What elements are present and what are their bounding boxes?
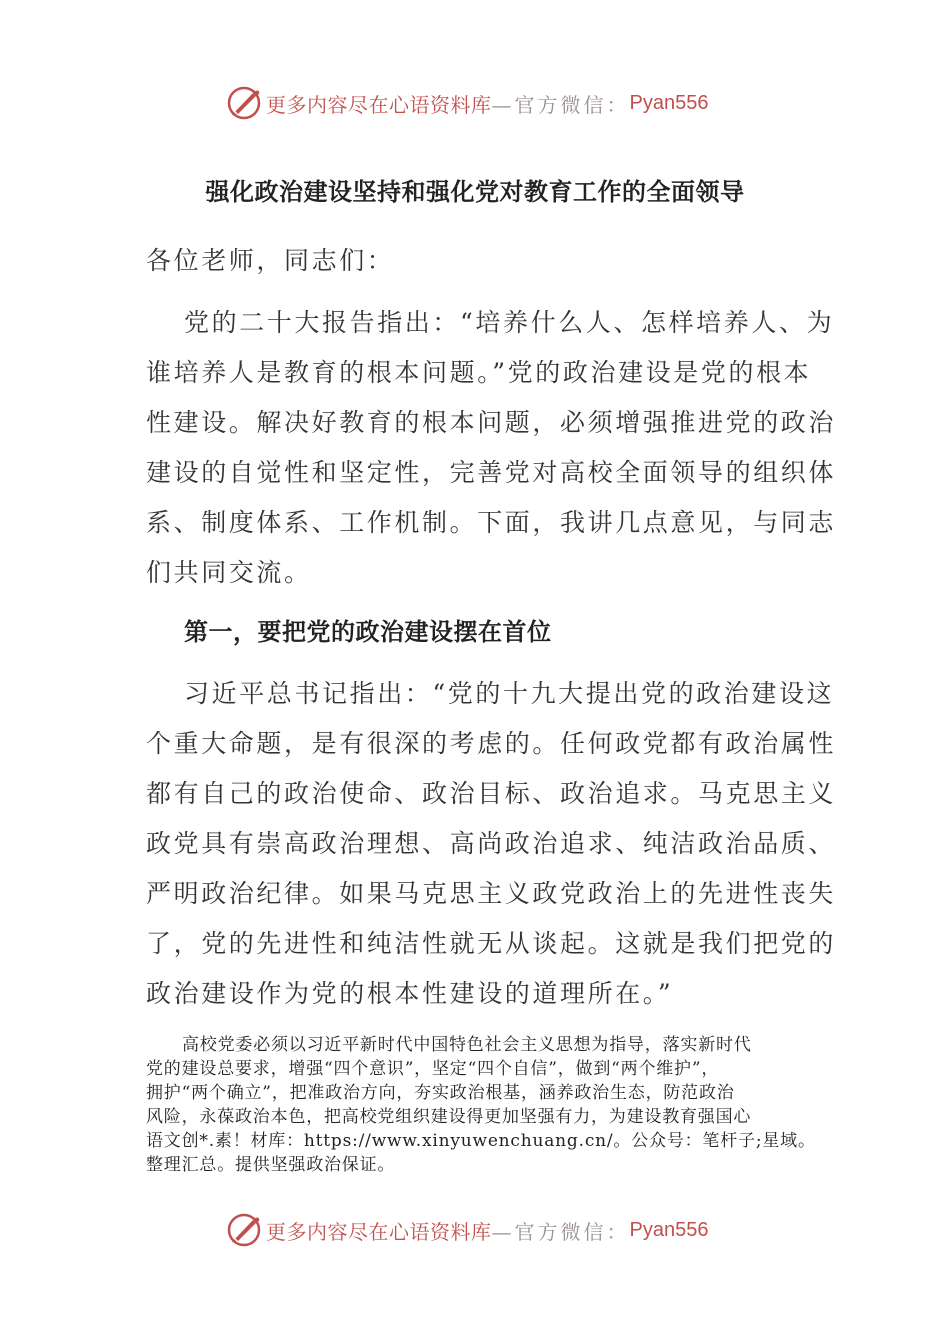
- quote-line: 都有自己的政治使命、政治目标、政治追求。马克思主义: [146, 779, 837, 808]
- intro-line: 谁培养人是教育的根本问题。”党的政治建设是党的根本: [146, 358, 812, 387]
- intro-line: 党的二十大报告指出：“培养什么人、怎样培养人、为: [184, 308, 835, 337]
- small-print-line: 高校党委必须以习近平新时代中国特色社会主义思想为指导，落实新时代: [182, 1035, 752, 1055]
- quote-line: 习近平总书记指出：“党的十九大提出党的政治建设这: [184, 679, 835, 708]
- intro-line: 建设的自觉性和坚定性，完善党对高校全面领导的组织体: [146, 458, 837, 487]
- quote-line: 政治建设作为党的根本性建设的道理所在。”: [146, 979, 674, 1008]
- small-print-line: 党的建设总要求，增强“四个意识”，坚定“四个自信”，做到“两个维护”，: [146, 1059, 720, 1079]
- document-title: 强化政治建设坚持和强化党对教育工作的全面领导: [205, 178, 745, 206]
- small-print-line: 风险，永葆政治本色，把高校党组织建设得更加坚强有力，为建设教育强国心: [146, 1107, 752, 1127]
- watermark-header: [226, 83, 746, 123]
- quote-line: 严明政治纪律。如果马克思主义政党政治上的先进性丧失: [146, 879, 837, 908]
- small-print-line: 整理汇总。提供坚强政治保证。: [146, 1155, 396, 1175]
- watermark-brand-text: 更多内容尽在心语资料库: [266, 1219, 492, 1244]
- quill-logo-icon: [226, 1212, 262, 1248]
- quote-line: 个重大命题，是有很深的考虑的。任何政党都有政治属性: [146, 729, 837, 758]
- watermark-wechat-label: —官方微信：: [491, 1219, 630, 1244]
- watermark-brand-text: 更多内容尽在心语资料库: [266, 92, 492, 117]
- intro-line: 系、制度体系、工作机制。下面，我讲几点意见，与同志: [146, 508, 837, 537]
- watermark-wechat-id: Pyan556: [629, 91, 709, 114]
- watermark-wechat-label: —官方微信：: [491, 92, 630, 117]
- quote-line: 了，党的先进性和纯洁性就无从谈起。这就是我们把党的: [146, 929, 837, 958]
- small-print-line: 语文创*.素！材库：https://www.xinyuwenchuang.cn/。公众号：笔杆子;星域。: [146, 1131, 816, 1151]
- watermark-wechat-id: Pyan556: [629, 1218, 709, 1241]
- intro-line: 们共同交流。: [146, 558, 312, 587]
- watermark-footer: [226, 1210, 746, 1250]
- quill-logo-icon: [226, 85, 262, 121]
- section-heading: 第一，要把党的政治建设摆在首位: [184, 618, 552, 646]
- greeting: 各位老师，同志们：: [146, 246, 395, 275]
- quote-line: 政党具有崇高政治理想、高尚政治追求、纯洁政治品质、: [146, 829, 837, 858]
- intro-line: 性建设。解决好教育的根本问题，必须增强推进党的政治: [146, 408, 837, 437]
- small-print-line: 拥护“两个确立”，把准政治方向，夯实政治根基，涵养政治生态，防范政治: [146, 1083, 735, 1103]
